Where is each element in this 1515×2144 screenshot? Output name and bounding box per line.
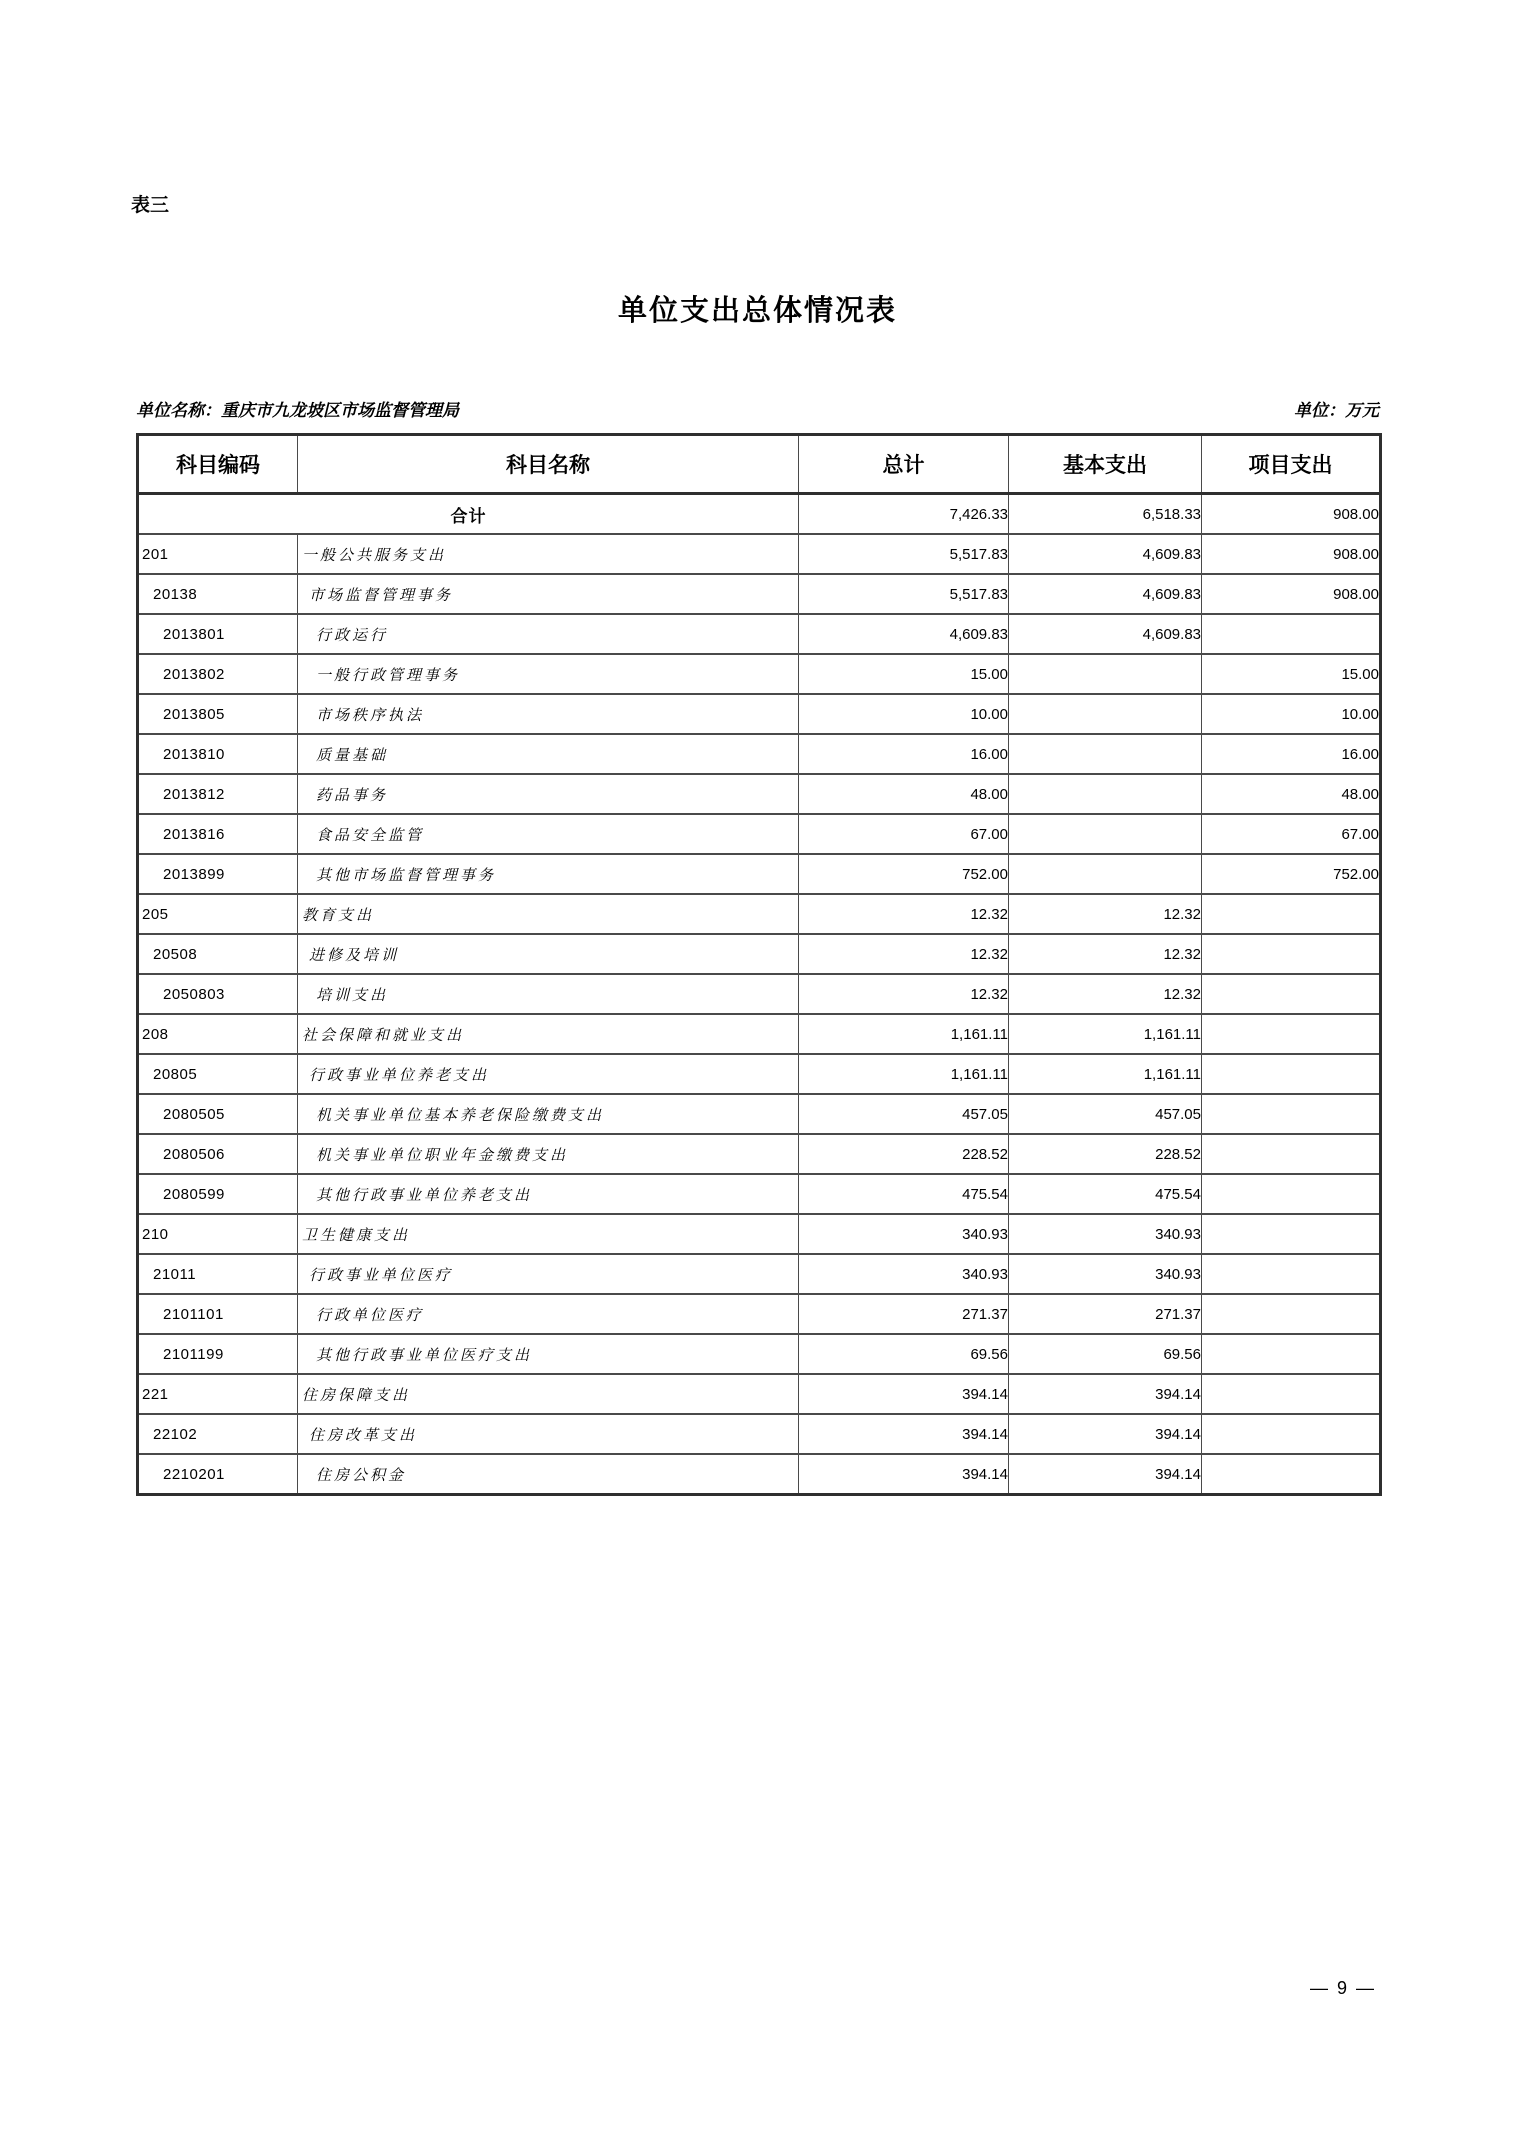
table-row [138,694,1381,734]
row-project-cell [1202,1214,1381,1254]
row-name-cell: 社会保障和就业支出 [298,1014,799,1054]
row-total-cell: 5,517.83 [799,534,1009,574]
row-project-cell [1202,974,1381,1014]
grand-total-row [138,494,1381,535]
row-basic-cell [1009,854,1202,894]
table-label: 表三 [131,195,170,216]
table-row [138,614,1381,654]
table-row [138,774,1381,814]
row-project-cell: 908.00 [1202,574,1381,614]
row-code-cell: 2013805 [138,694,298,734]
row-basic-cell: 12.32 [1009,934,1202,974]
row-code-cell: 21011 [138,1254,298,1294]
row-name-cell: 行政运行 [298,614,799,654]
row-project-cell [1202,894,1381,934]
row-total-cell: 4,609.83 [799,614,1009,654]
row-code-cell: 2013812 [138,774,298,814]
row-total-cell: 271.37 [799,1294,1009,1334]
row-project-cell [1202,1414,1381,1454]
table-row [138,734,1381,774]
table-row [138,974,1381,1014]
table-row [138,1374,1381,1414]
row-name-cell: 药品事务 [298,774,799,814]
table-row [138,1174,1381,1214]
row-name-cell: 市场监督管理事务 [298,574,799,614]
grand-total-label: 合计 [138,494,799,535]
grand-total-project-cell: 908.00 [1202,494,1381,535]
row-name-cell: 市场秩序执法 [298,694,799,734]
row-basic-cell: 394.14 [1009,1374,1202,1414]
row-project-cell: 15.00 [1202,654,1381,694]
row-basic-cell: 340.93 [1009,1214,1202,1254]
row-total-cell: 340.93 [799,1214,1009,1254]
row-total-cell: 457.05 [799,1094,1009,1134]
table-row [138,814,1381,854]
row-total-cell: 394.14 [799,1374,1009,1414]
col-header-project-expenditure: 项目支出 [1202,435,1381,494]
row-code-cell: 2013816 [138,814,298,854]
row-total-cell: 69.56 [799,1334,1009,1374]
row-basic-cell: 394.14 [1009,1454,1202,1495]
row-basic-cell: 475.54 [1009,1174,1202,1214]
row-code-cell: 210 [138,1214,298,1254]
row-basic-cell: 12.32 [1009,894,1202,934]
table-row [138,1094,1381,1134]
row-name-cell: 行政事业单位医疗 [298,1254,799,1294]
table-row [138,934,1381,974]
row-name-cell: 培训支出 [298,974,799,1014]
col-header-subject-code: 科目编码 [138,435,298,494]
table-row [138,894,1381,934]
row-name-cell: 其他行政事业单位养老支出 [298,1174,799,1214]
row-project-cell [1202,1054,1381,1094]
row-project-cell [1202,1174,1381,1214]
row-name-cell: 一般行政管理事务 [298,654,799,694]
row-code-cell: 2013801 [138,614,298,654]
row-total-cell: 67.00 [799,814,1009,854]
table-row [138,654,1381,694]
row-total-cell: 12.32 [799,894,1009,934]
row-code-cell: 2101199 [138,1334,298,1374]
row-project-cell: 908.00 [1202,534,1381,574]
row-basic-cell [1009,814,1202,854]
row-name-cell: 一般公共服务支出 [298,534,799,574]
row-name-cell: 进修及培训 [298,934,799,974]
row-basic-cell: 4,609.83 [1009,534,1202,574]
row-basic-cell [1009,654,1202,694]
row-project-cell [1202,1254,1381,1294]
row-code-cell: 2101101 [138,1294,298,1334]
grand-total-basic-cell: 6,518.33 [1009,494,1202,535]
row-basic-cell: 4,609.83 [1009,614,1202,654]
row-project-cell: 10.00 [1202,694,1381,734]
grand-total-total-cell: 7,426.33 [799,494,1009,535]
row-basic-cell: 1,161.11 [1009,1014,1202,1054]
row-basic-cell [1009,774,1202,814]
row-project-cell [1202,1334,1381,1374]
row-name-cell: 质量基础 [298,734,799,774]
row-code-cell: 20508 [138,934,298,974]
row-total-cell: 394.14 [799,1414,1009,1454]
row-code-cell: 2050803 [138,974,298,1014]
row-basic-cell: 457.05 [1009,1094,1202,1134]
col-header-total: 总计 [799,435,1009,494]
row-code-cell: 2080599 [138,1174,298,1214]
row-basic-cell [1009,734,1202,774]
row-name-cell: 住房公积金 [298,1454,799,1495]
row-basic-cell: 1,161.11 [1009,1054,1202,1094]
row-code-cell: 2013810 [138,734,298,774]
table-row [138,534,1381,574]
row-project-cell [1202,1094,1381,1134]
row-project-cell [1202,1374,1381,1414]
row-code-cell: 221 [138,1374,298,1414]
header-row [138,435,1381,494]
table-row [138,574,1381,614]
row-basic-cell: 4,609.83 [1009,574,1202,614]
table-row [138,1134,1381,1174]
row-project-cell [1202,1134,1381,1174]
row-project-cell [1202,1294,1381,1334]
table-row [138,1334,1381,1374]
table-row [138,854,1381,894]
row-basic-cell [1009,694,1202,734]
row-basic-cell: 69.56 [1009,1334,1202,1374]
row-code-cell: 20138 [138,574,298,614]
row-name-cell: 行政单位医疗 [298,1294,799,1334]
row-project-cell [1202,934,1381,974]
row-total-cell: 5,517.83 [799,574,1009,614]
row-code-cell: 2080505 [138,1094,298,1134]
expenditure-table [136,433,1382,1496]
row-basic-cell: 12.32 [1009,974,1202,1014]
row-basic-cell: 228.52 [1009,1134,1202,1174]
row-code-cell: 20805 [138,1054,298,1094]
row-total-cell: 12.32 [799,934,1009,974]
table-row [138,1454,1381,1495]
row-total-cell: 1,161.11 [799,1054,1009,1094]
row-code-cell: 201 [138,534,298,574]
page-title: 单位支出总体情况表 [617,295,897,327]
row-project-cell [1202,1014,1381,1054]
row-project-cell: 67.00 [1202,814,1381,854]
row-code-cell: 2210201 [138,1454,298,1495]
row-name-cell: 机关事业单位基本养老保险缴费支出 [298,1094,799,1134]
table-row [138,1054,1381,1094]
row-total-cell: 394.14 [799,1454,1009,1495]
row-code-cell: 22102 [138,1414,298,1454]
row-total-cell: 12.32 [799,974,1009,1014]
row-name-cell: 机关事业单位职业年金缴费支出 [298,1134,799,1174]
row-total-cell: 340.93 [799,1254,1009,1294]
row-total-cell: 10.00 [799,694,1009,734]
page-number: — 9 — [1309,1978,1376,1998]
table-row [138,1294,1381,1334]
row-basic-cell: 340.93 [1009,1254,1202,1294]
col-header-subject-name: 科目名称 [298,435,799,494]
row-code-cell: 2013802 [138,654,298,694]
table-row [138,1414,1381,1454]
row-total-cell: 48.00 [799,774,1009,814]
row-basic-cell: 394.14 [1009,1414,1202,1454]
row-total-cell: 1,161.11 [799,1014,1009,1054]
row-code-cell: 208 [138,1014,298,1054]
row-total-cell: 15.00 [799,654,1009,694]
row-total-cell: 752.00 [799,854,1009,894]
row-project-cell: 16.00 [1202,734,1381,774]
row-name-cell: 住房保障支出 [298,1374,799,1414]
row-project-cell [1202,1454,1381,1495]
row-total-cell: 475.54 [799,1174,1009,1214]
row-project-cell [1202,614,1381,654]
table-row [138,1214,1381,1254]
row-project-cell: 48.00 [1202,774,1381,814]
row-basic-cell: 271.37 [1009,1294,1202,1334]
row-name-cell: 卫生健康支出 [298,1214,799,1254]
row-name-cell: 行政事业单位养老支出 [298,1054,799,1094]
unit-measure-label: 单位：万元 [1294,401,1379,420]
col-header-basic-expenditure: 基本支出 [1009,435,1202,494]
row-total-cell: 16.00 [799,734,1009,774]
row-name-cell: 其他市场监督管理事务 [298,854,799,894]
row-code-cell: 2013899 [138,854,298,894]
row-name-cell: 食品安全监管 [298,814,799,854]
table-row [138,1014,1381,1054]
unit-name-label: 单位名称：重庆市九龙坡区市场监督管理局 [136,401,459,420]
row-code-cell: 2080506 [138,1134,298,1174]
row-project-cell: 752.00 [1202,854,1381,894]
row-name-cell: 住房改革支出 [298,1414,799,1454]
table-row [138,1254,1381,1294]
row-code-cell: 205 [138,894,298,934]
row-name-cell: 其他行政事业单位医疗支出 [298,1334,799,1374]
row-name-cell: 教育支出 [298,894,799,934]
row-total-cell: 228.52 [799,1134,1009,1174]
table-meta-row [136,396,1379,421]
